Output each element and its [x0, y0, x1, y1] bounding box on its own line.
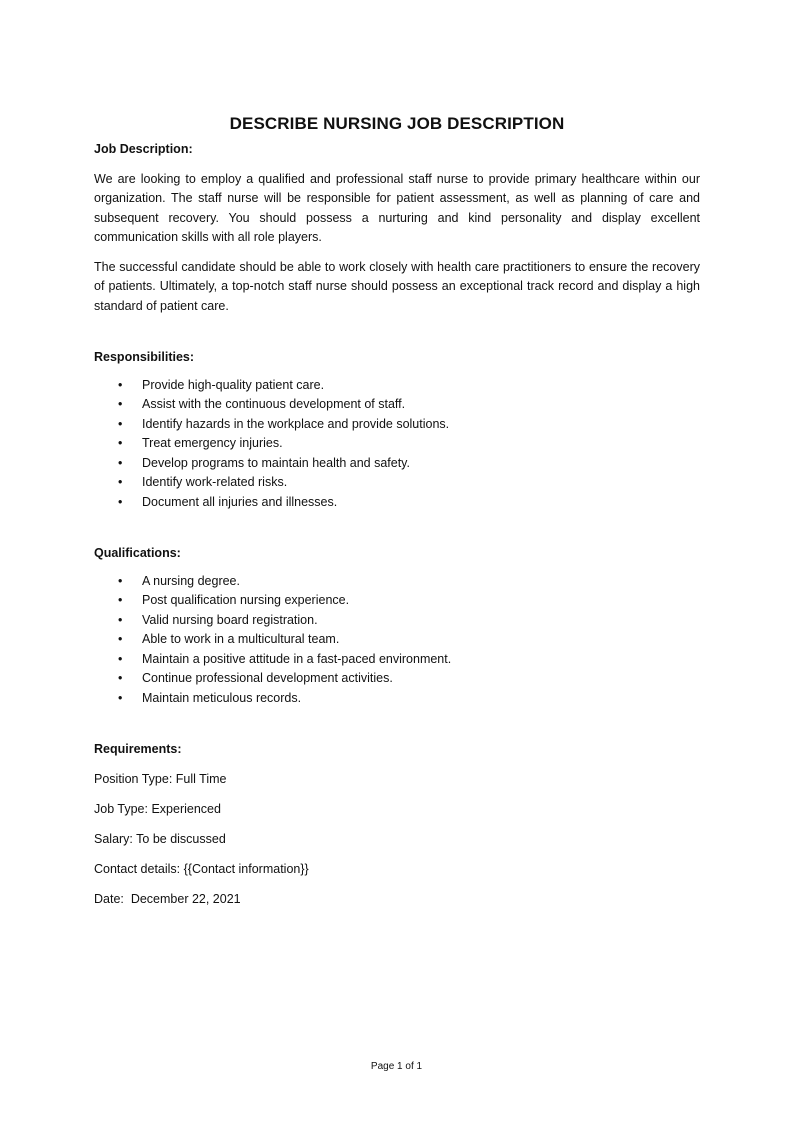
bullet-icon: •: [118, 651, 123, 666]
page-footer: Page 1 of 1: [370, 1061, 423, 1072]
salary: Salary: To be discussed: [94, 832, 226, 846]
list-item: • Identify hazards in the workplace and provide solutions.: [94, 415, 700, 435]
qualifications-list: [94, 572, 700, 709]
document-title: DESCRIBE NURSING JOB DESCRIPTION: [229, 114, 565, 133]
responsibilities-list: [94, 376, 700, 513]
bullet-icon: •: [118, 671, 123, 685]
list-item: • Treat emergency injuries.: [94, 434, 700, 454]
list-item: • Valid nursing board registration.: [94, 611, 700, 631]
job-description-paragraph-1: We are looking to employ a qualified and professional staff nurse to provide primary healthcare within our organization. The staff nurse will be responsible for patient assessment, as well as planning of care and subsequent recovery. You should possess a nurturing and kind personality and display excellent communication skills with all role players.: [94, 171, 700, 244]
list-item: • A nursing degree.: [94, 572, 700, 592]
job-description-paragraph-2: The successful candidate should be able to work closely with health care practitioners to ensure the recovery of patients. Ultimately, a top-notch staff nurse should possess an exceptional track record and display a high standard of patient care.: [94, 259, 700, 313]
list-item: • Continue professional development activities.: [94, 669, 700, 689]
bullet-icon: •: [118, 494, 123, 509]
bullet-icon: •: [118, 436, 123, 450]
bullet-icon: •: [118, 397, 123, 411]
requirements-label: Requirements:: [94, 742, 182, 756]
bullet-icon: •: [118, 573, 123, 588]
bullet-icon: •: [118, 612, 123, 627]
bullet-icon: •: [118, 377, 123, 392]
qualifications-label: Qualifications:: [94, 546, 181, 560]
list-item: • Able to work in a multicultural team.: [94, 630, 700, 650]
job-type: Job Type: Experienced: [94, 802, 221, 816]
bullet-icon: •: [118, 416, 123, 431]
date: Date: December 22, 2021: [94, 892, 241, 906]
list-item: • Assist with the continuous development of staff.: [94, 395, 700, 415]
list-item: • Identify work-related risks.: [94, 473, 700, 493]
bullet-icon: •: [118, 475, 123, 489]
bullet-icon: •: [118, 593, 123, 607]
list-item: • Document all injuries and illnesses.: [94, 493, 700, 513]
list-item: • Maintain meticulous records.: [94, 689, 700, 709]
responsibilities-label: Responsibilities:: [94, 350, 195, 364]
list-item: • Provide high-quality patient care.: [94, 376, 700, 396]
list-item: • Maintain a positive attitude in a fast-paced environment.: [94, 650, 700, 670]
bullet-icon: •: [118, 632, 123, 646]
bullet-icon: •: [118, 690, 123, 705]
position-type: Position Type: Full Time: [94, 772, 227, 786]
list-item: • Develop programs to maintain health and safety.: [94, 454, 700, 474]
document-body: [94, 112, 700, 910]
bullet-icon: •: [118, 455, 123, 470]
contact-details: Contact details: {{Contact information}}: [94, 862, 309, 876]
list-item: • Post qualification nursing experience.: [94, 591, 700, 611]
job-description-label: Job Description:: [94, 142, 193, 156]
